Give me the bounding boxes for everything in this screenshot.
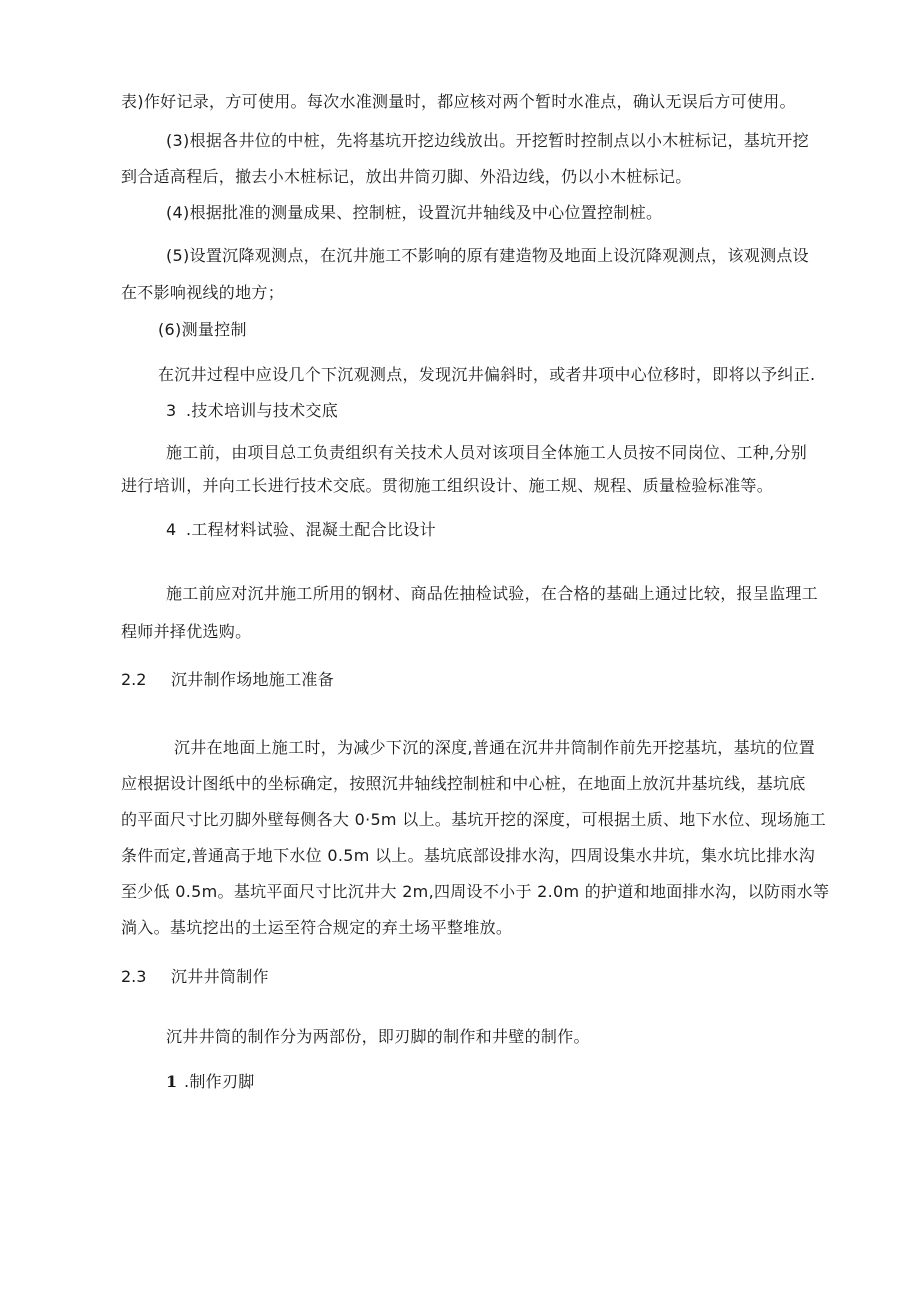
paragraph-line: 表)作好记录，方可使用。每次水准测量时，都应核对两个暂时水准点，确认无误后方可使用。 — [121, 92, 796, 111]
paragraph-line: 施工前应对沉井施工所用的钢材、商品佐抽检试验，在合格的基础上通过比较，报呈监理工 — [166, 584, 819, 603]
paragraph-line: 的平面尺寸比刃脚外壁每侧各大 0·5m 以上。基坑开挖的深度，可根据土质、地下水位、现场施工 — [121, 810, 827, 829]
section-title: .制作刃脚 — [184, 1072, 255, 1091]
list-item-6: (6)测量控制 — [158, 320, 247, 339]
section-number: 1 — [166, 1072, 178, 1091]
paragraph-line: 条件而定,普通高于地下水位 0.5m 以上。基坑底部设排水沟，四周设集水井坑，集水坑比排水沟 — [121, 846, 816, 865]
list-item-3-line-2: 到合适高程后，撤去小木桩标记，放出井筒刃脚、外沿边线，仍以小木桩标记。 — [121, 167, 692, 186]
list-item-3-line-1: (3)根据各井位的中桩，先将基坑开挖边线放出。开挖暂时控制点以小木桩标记，基坑开挖 — [166, 131, 809, 150]
paragraph-line: 至少低 0.5m。基坑平面尺寸比沉井大 2m,四周设不小于 2.0m 的护道和地面排水沟，以防雨水等 — [121, 882, 830, 901]
list-item-5-line-1: (5)设置沉降观测点，在沉井施工不影响的原有建造物及地面上设沉降观测点，该观测点设 — [166, 246, 809, 265]
section-number: 3 — [166, 401, 177, 420]
paragraph-line: 沉井井筒的制作分为两部份，即刃脚的制作和井壁的制作。 — [166, 1027, 590, 1046]
list-item-4: (4)根据批准的测量成果、控制桩，设置沉井轴线及中心位置控制桩。 — [166, 203, 663, 222]
paragraph-line: 淌入。基坑挖出的土运至符合规定的弃土场平整堆放。 — [121, 918, 513, 937]
section-title: .工程材料试验、混凝土配合比设计 — [186, 520, 436, 539]
heading-title: 沉井制作场地施工准备 — [171, 670, 335, 689]
section-number: 4 — [166, 520, 177, 539]
paragraph-line: 沉井在地面上施工时，为减少下沉的深度,普通在沉井井筒制作前先开挖基坑，基坑的位置 — [174, 738, 816, 757]
list-item-5-line-2: 在不影响视线的地方； — [121, 283, 285, 302]
section-title: .技术培训与技术交底 — [186, 401, 339, 420]
heading-title: 沉井井筒制作 — [171, 967, 269, 986]
paragraph-line: 应根据设计图纸中的坐标确定，按照沉井轴线控制桩和中心桩，在地面上放沉井基坑线，基坑底 — [121, 774, 806, 793]
heading-number: 2.3 — [121, 967, 147, 986]
paragraph-line: 施工前，由项目总工负责组织有关技术人员对该项目全体施工人员按不同岗位、工种,分别 — [166, 443, 808, 462]
heading-number: 2.2 — [121, 670, 147, 689]
paragraph-line: 在沉井过程中应设几个下沉观测点，发现沉井偏斜时，或者井项中心位移时，即将以予纠正. — [158, 365, 816, 384]
paragraph-line: 进行培训，并向工长进行技术交底。贯彻施工组织设计、施工规、规程、质量检验标准等。 — [121, 476, 774, 495]
paragraph-line: 程师并择优选购。 — [121, 622, 252, 641]
